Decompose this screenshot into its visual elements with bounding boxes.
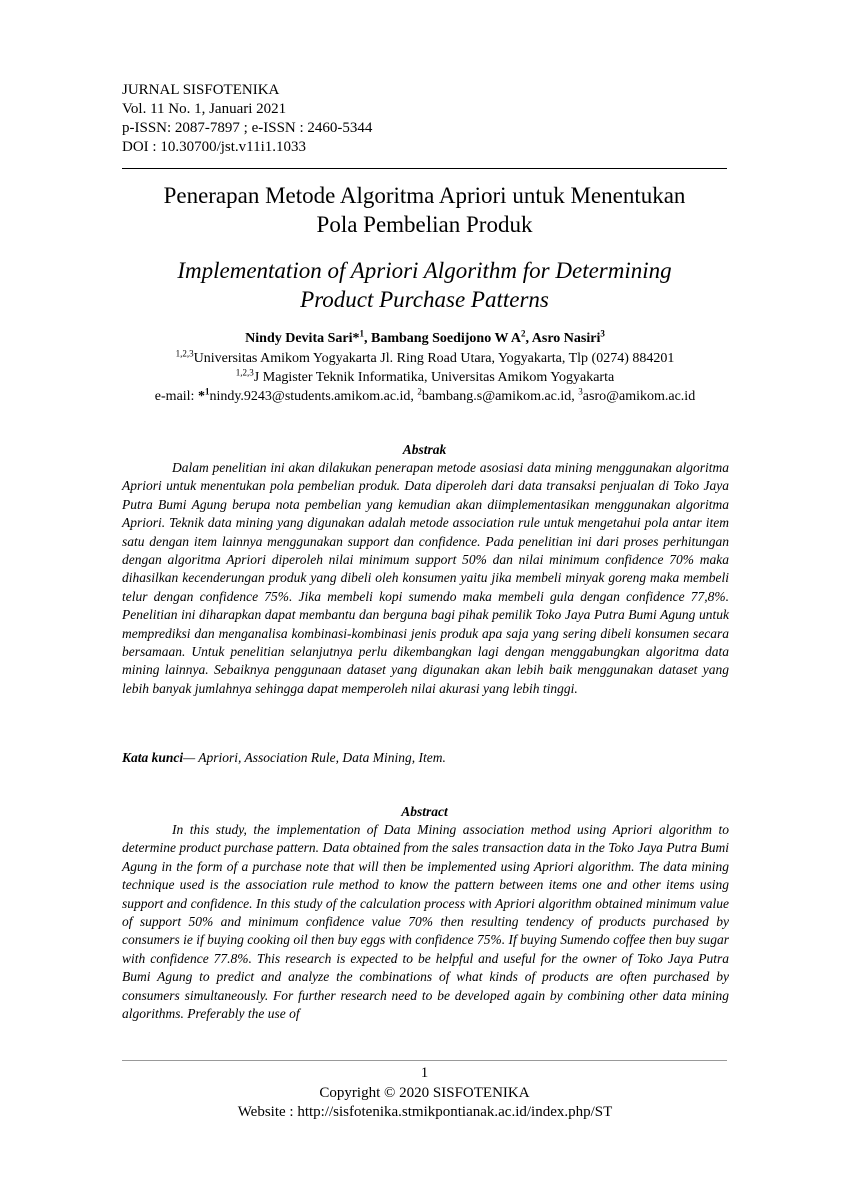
title-en-line2: Product Purchase Patterns xyxy=(300,287,549,312)
website-link[interactable]: Website : http://sisfotenika.stmikpontianak.ac.id/index.php/ST xyxy=(237,1104,613,1120)
keywords xyxy=(122,749,729,767)
email-label: e-mail: xyxy=(154,389,198,404)
title-en-line1: Implementation of Apriori Algorithm for Determining xyxy=(177,258,672,283)
header-divider xyxy=(122,168,727,169)
journal-volume: Vol. 11 No. 1, Januari 2021 xyxy=(122,101,287,117)
email-3-sup: 3 xyxy=(578,386,583,397)
keywords-text: — Apriori, Association Rule, Data Mining, Item. xyxy=(183,750,446,765)
keywords-label: Kata kunci xyxy=(122,750,184,765)
journal-doi: DOI : 10.30700/jst.v11i1.1033 xyxy=(122,139,307,155)
abstrak-heading: Abstrak xyxy=(402,442,447,457)
affiliation-2 xyxy=(80,369,770,387)
author-separator: , xyxy=(364,331,371,346)
paper-title-english xyxy=(122,256,727,314)
affiliation-2-text: J Magister Teknik Informatika, Universitas Amikom Yogyakarta xyxy=(253,370,615,385)
author-3-sup: 3 xyxy=(600,328,605,339)
email-3: asro@amikom.ac.id xyxy=(582,389,696,404)
author-2: Bambang Soedijono W A xyxy=(371,331,522,346)
footer-divider xyxy=(122,1060,727,1061)
journal-issn: p-ISSN: 2087-7897 ; e-ISSN : 2460-5344 xyxy=(122,120,373,136)
email-1: nindy.9243@students.amikom.ac.id, xyxy=(209,389,418,404)
abstrak-body: Dalam penelitian ini akan dilakukan penerapan metode asosiasi data mining menggunakan algoritma Apriori untuk menentukan pola pembelian produk. Data diperoleh dari data transaksi penjualan di Toko Jaya Putra Bumi Agung berupa nota pembelian yang kemudian akan diimplementasikan menggunakan algoritma Apriori. Teknik data mining yang digunakan adalah metode association rule untuk mengetahui pola antar item satu dengan item lainnya menggunakan support dan confidence. Pada penelitian ini dari proses perhitungan dengan algoritma Apriori diperoleh nilai minimum support 50% dan nilai minimum confidence 70% maka dihasilkan kecenderungan produk yang dibeli oleh konsumen yaitu jika membeli minyak goreng maka membeli telur dengan confidence 75%. Jika membeli kopi sumendo maka membeli gula dengan confidence 77,8%. Penelitian ini diharapkan dapat membantu dan berguna bagi pihak pemilik Toko Jaya Putra Bumi Agung untuk memprediksi dan menganalisa kombinasi-kombinasi jenis produk apa saja yang sering dibeli konsumen secara bersamaan. Untuk penelitian selanjutnya perlu dikembangkan lagi dengan menggabungkan algoritma data mining lainnya. Sebaiknya penggunaan dataset yang digunakan akan lebih baik menggunakan dataset yang lebih banyak jumlahnya sehingga dapat memperoleh nilai akurasi yang lebih tinggi. xyxy=(122,460,729,696)
author-list xyxy=(80,330,770,348)
author-1-sup: 1 xyxy=(359,328,364,339)
title-id-line2: Pola Pembelian Produk xyxy=(316,212,533,237)
journal-header xyxy=(122,81,372,157)
abstract-heading: Abstract xyxy=(401,804,448,819)
email-2-sup: 2 xyxy=(417,386,422,397)
affiliation-1-text: Universitas Amikom Yogyakarta Jl. Ring Road Utara, Yogyakarta, Tlp (0274) 884201 xyxy=(193,351,675,366)
email-2: bambang.s@amikom.ac.id, xyxy=(421,389,579,404)
page-number: 1 xyxy=(420,1065,429,1081)
title-id-line1: Penerapan Metode Algoritma Apriori untuk Menentukan xyxy=(163,183,686,208)
author-2-sup: 2 xyxy=(521,328,526,339)
email-line xyxy=(80,388,770,406)
affiliation-1-sup: 1,2,3 xyxy=(175,348,194,359)
author-separator: , xyxy=(525,331,532,346)
author-1: Nindy Devita Sari* xyxy=(245,331,360,346)
affiliation-2-sup: 1,2,3 xyxy=(235,367,254,378)
email-1-sup: 1 xyxy=(204,386,210,397)
journal-name: JURNAL SISFOTENIKA xyxy=(122,82,280,98)
paper-title-indonesian xyxy=(122,181,727,239)
abstract-body: In this study, the implementation of Data Mining association method using Apriori algorithm to determine product purchase pattern. Data obtained from the sales transaction data in the Toko Jaya Putra Bumi Agung in the form of a purchase note that will then be implemented using Apriori algorithm. The data mining technique used is the association rule method to know the pattern between items one and other items using support and confidence. In this study of the calculation process with Apriori algorithm obtained minimum value of support 50% and minimum confidence value 70% then resulting tendency of products purchased by consumers ie if buying cooking oil then buy eggs with confidence 75%. If buying Sumendo coffee then buy sugar with confidence 77.8%. This research is expected to be helpful and useful for the owner of Toko Jaya Putra Bumi Agung to predict and analyze the combinations of what kinds of products are often purchased by consumers simultaneously. For further research need to be developed again by combining other data mining algorithms. Preferably the use of xyxy=(122,822,729,1022)
author-3: Asro Nasiri xyxy=(531,331,601,346)
email-1-mark: * xyxy=(197,389,205,404)
copyright-notice: Copyright © 2020 SISFOTENIKA xyxy=(319,1085,530,1101)
affiliation-1 xyxy=(80,350,770,368)
